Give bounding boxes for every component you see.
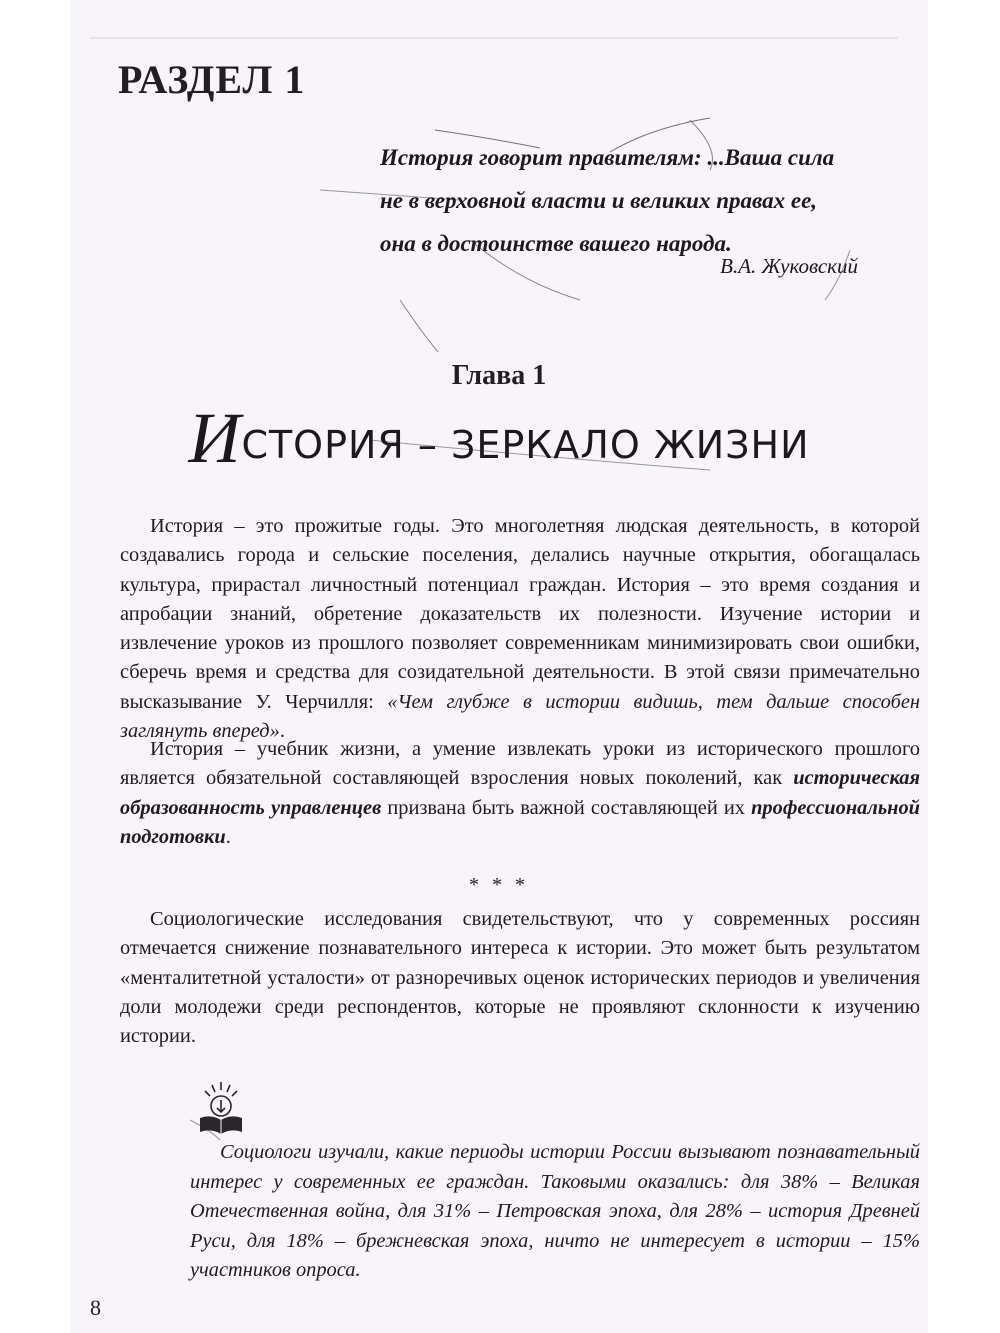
paragraph-sociology: [120, 905, 920, 1051]
emphasis-training: профессиональной подготовки: [120, 796, 920, 848]
chapter-label: Глава 1: [451, 360, 547, 391]
paragraph-text: Социологические исследования свидетельствуют, что у современных россиян отмечается снижение познавательного интереса к истории. Это может быть результатом «менталитетной усталости» от разноречивых оценок исторических периодов и увеличения доли молодежи среди респондентов, которые не проявляют склонности к изучению истории.: [120, 908, 920, 1048]
epigraph-line: История говорит правителям: ...Ваша сила: [380, 145, 835, 170]
paragraph-text: История – это прожитые годы. Это многолетняя людская деятельность, в которой создавались города и сельские поселения, делались научные открытия, обогащалась культура, прирастал личностный потенциал граждан. История – это время создания и апробации знаний, обретение доказательств их полезности. Изучение истории и извлечение уроков из прошлого позволяет современникам минимизировать свои ошибки, сберечь время и средства для созидательной деятельности. В этой связи примечательно высказывание У. Черчилля:: [120, 515, 920, 713]
chapter-title-initial: И: [188, 398, 242, 478]
bleed-through-rule: [90, 37, 898, 39]
section-separator: * * *: [469, 874, 529, 896]
open-book-icon: [196, 1078, 246, 1136]
epigraph-line: она в достоинстве вашего народа.: [380, 231, 732, 256]
book-page: [70, 0, 928, 1333]
paragraph-textbook-of-life: [120, 735, 920, 852]
fact-box: [190, 1138, 920, 1286]
churchill-quote: «Чем глубже в истории видишь, тем дальше способен заглянуть вперед»: [120, 690, 920, 743]
paragraph-end: .: [225, 825, 231, 848]
paragraph-text: История – учебник жизни, а умение извлекать уроки из исторического прошлого является обязательной составляющей взросления новых поколений, как: [120, 738, 920, 790]
epigraph-line: не в верховной власти и великих правах ее,: [380, 188, 818, 213]
paragraph-end: .: [279, 720, 285, 743]
epigraph: [380, 136, 920, 265]
page-number: 8: [90, 1295, 101, 1320]
section-title: РАЗДЕЛ 1: [118, 57, 306, 102]
paragraph-text: призвана быть важной составляющей их: [381, 796, 752, 819]
paragraph-history-definition: [120, 512, 920, 746]
emphasis-managers: историческая образованность управленцев: [120, 767, 920, 819]
epigraph-author: В.А. Жуковский: [720, 254, 858, 278]
chapter-title-rest: СТОРИЯ – ЗЕРКАЛО ЖИЗНИ: [241, 423, 810, 467]
fact-text: Социологи изучали, какие периоды истории России вызывают познавательный интерес у современных ее граждан. Таковыми оказались: для 38% – Великая Отечественная война, для 31% – Петровская эпоха, для 28% – история Древней Руси, для 18% – брежневская эпоха, ничто не интересует в истории – 15% участников опроса.: [190, 1141, 920, 1281]
chapter-title: [70, 398, 928, 478]
